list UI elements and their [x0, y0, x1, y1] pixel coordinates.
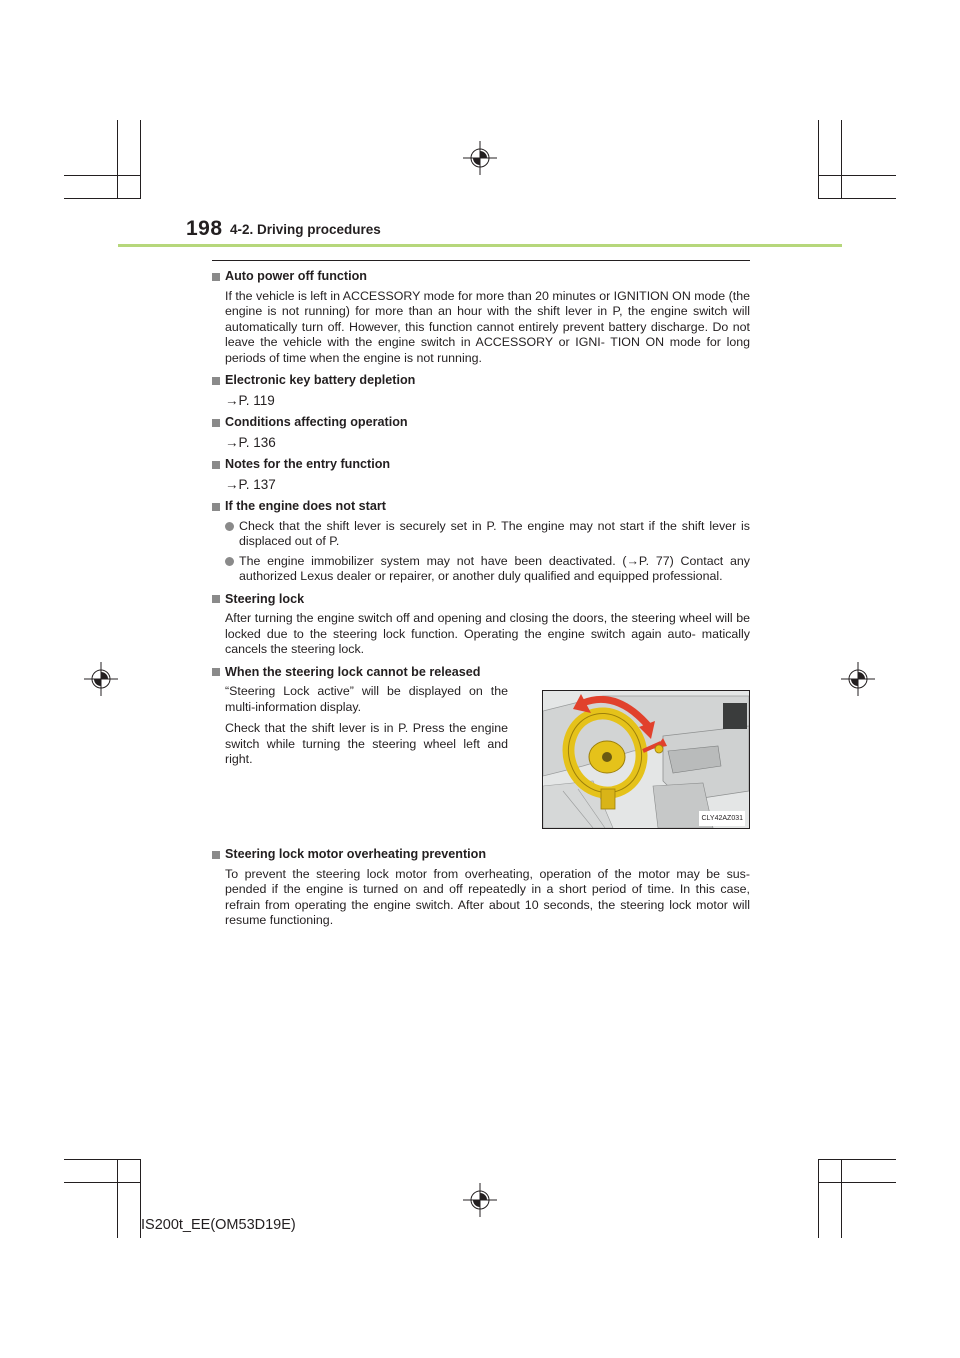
crop-mark — [818, 1159, 896, 1160]
crop-mark — [64, 1182, 140, 1183]
section-heading — [212, 592, 750, 608]
section-heading — [212, 665, 750, 681]
crop-mark — [64, 198, 140, 199]
heading-text: When the steering lock cannot be released — [225, 664, 481, 679]
paragraph: After turning the engine switch off and opening and closing the doors, the steering wheel will be locked due to the steering lock function. Operating the engine switch again auto- matically cancels the steering lock. — [225, 611, 750, 656]
content-rule — [212, 260, 750, 261]
square-bullet-icon — [212, 461, 220, 469]
heading-text: Steering lock — [225, 591, 305, 606]
figure-caption-text — [212, 684, 508, 829]
section-title: 4-2. Driving procedures — [230, 222, 381, 237]
page-number: 198 — [186, 217, 223, 240]
crop-mark — [64, 1159, 140, 1160]
crop-mark — [841, 120, 842, 199]
header-divider — [118, 244, 842, 247]
registration-mark-icon — [463, 1183, 497, 1217]
crop-mark — [818, 1182, 896, 1183]
text-with-figure — [212, 684, 750, 829]
paragraph: “Steering Lock active” will be displayed on the multi-information display. — [225, 684, 508, 714]
square-bullet-icon — [212, 419, 220, 427]
list-item — [212, 519, 750, 550]
crop-mark — [841, 1159, 842, 1238]
heading-text: If the engine does not start — [225, 499, 386, 513]
list-item-text: Check that the shift lever is securely set in P. The engine may not start if the shift lever is displaced out of P. — [239, 518, 750, 548]
crop-mark — [818, 198, 896, 199]
list-item-text: The engine immobilizer system may not have been deactivated. (→P. 77) Contact any authorized Lexus dealer or repairer, or another duly qualified and equipped professional. — [239, 553, 750, 583]
document-code: IS200t_EE(OM53D19E) — [141, 1217, 296, 1233]
crop-mark — [818, 120, 819, 199]
registration-mark-icon — [841, 662, 875, 696]
crop-mark — [818, 175, 896, 176]
page-reference-link[interactable]: →P. 119 — [225, 392, 275, 408]
paragraph: Check that the shift lever is in P. Press the engine switch while turning the steering wheel left and right. — [225, 721, 508, 766]
heading-text: Steering lock motor overheating prevention — [225, 847, 487, 861]
section-heading — [212, 373, 750, 389]
crop-mark — [818, 1159, 819, 1238]
crop-mark — [117, 1159, 118, 1238]
square-bullet-icon — [212, 595, 220, 603]
paragraph: To prevent the steering lock motor from overheating, operation of the motor may be sus- pended if the engine is turned on and off repeatedly in a short period of time. In this case, refrain from operating the engine switch. After about 10 seconds, the steering lock motor will resume functioning. — [225, 866, 750, 927]
square-bullet-icon — [212, 668, 220, 676]
heading-text: Electronic key battery depletion — [225, 373, 416, 387]
square-bullet-icon — [212, 503, 220, 511]
round-bullet-icon — [225, 522, 234, 531]
steering-wheel-drawing — [543, 691, 749, 828]
registration-mark-icon — [84, 662, 118, 696]
heading-text: Auto power off function — [225, 269, 367, 283]
heading-text: Notes for the entry function — [225, 457, 391, 471]
crop-mark — [117, 120, 118, 199]
page-reference-link[interactable]: →P. 137 — [225, 476, 276, 492]
section-heading — [212, 847, 750, 863]
section-heading — [212, 269, 750, 285]
content-column — [212, 269, 750, 929]
crop-mark — [64, 175, 140, 176]
heading-text: Conditions affecting operation — [225, 415, 408, 429]
section-heading — [212, 499, 750, 515]
steering-wheel-illustration — [542, 690, 750, 829]
registration-mark-icon — [463, 141, 497, 175]
round-bullet-icon — [225, 557, 234, 566]
square-bullet-icon — [212, 377, 220, 385]
section-heading — [212, 457, 750, 473]
list-item — [212, 554, 750, 585]
crop-mark — [140, 120, 141, 199]
paragraph: If the vehicle is left in ACCESSORY mode for more than 20 minutes or IGNITION ON mode (the engine is not running) for more than an hour with the shift lever in P, the engine switch will automatically turn off. However, this function cannot entirely prevent battery discharge. Do not leave the vehicle with the engine switch in ACCESSORY or IGNI- TION ON mode for long periods of time when the engine is not running. — [225, 288, 750, 365]
figure-code: CLY42AZ031 — [699, 811, 745, 827]
page-reference-link[interactable]: →P. 136 — [225, 434, 276, 450]
section-heading — [212, 415, 750, 431]
square-bullet-icon — [212, 273, 220, 281]
square-bullet-icon — [212, 851, 220, 859]
